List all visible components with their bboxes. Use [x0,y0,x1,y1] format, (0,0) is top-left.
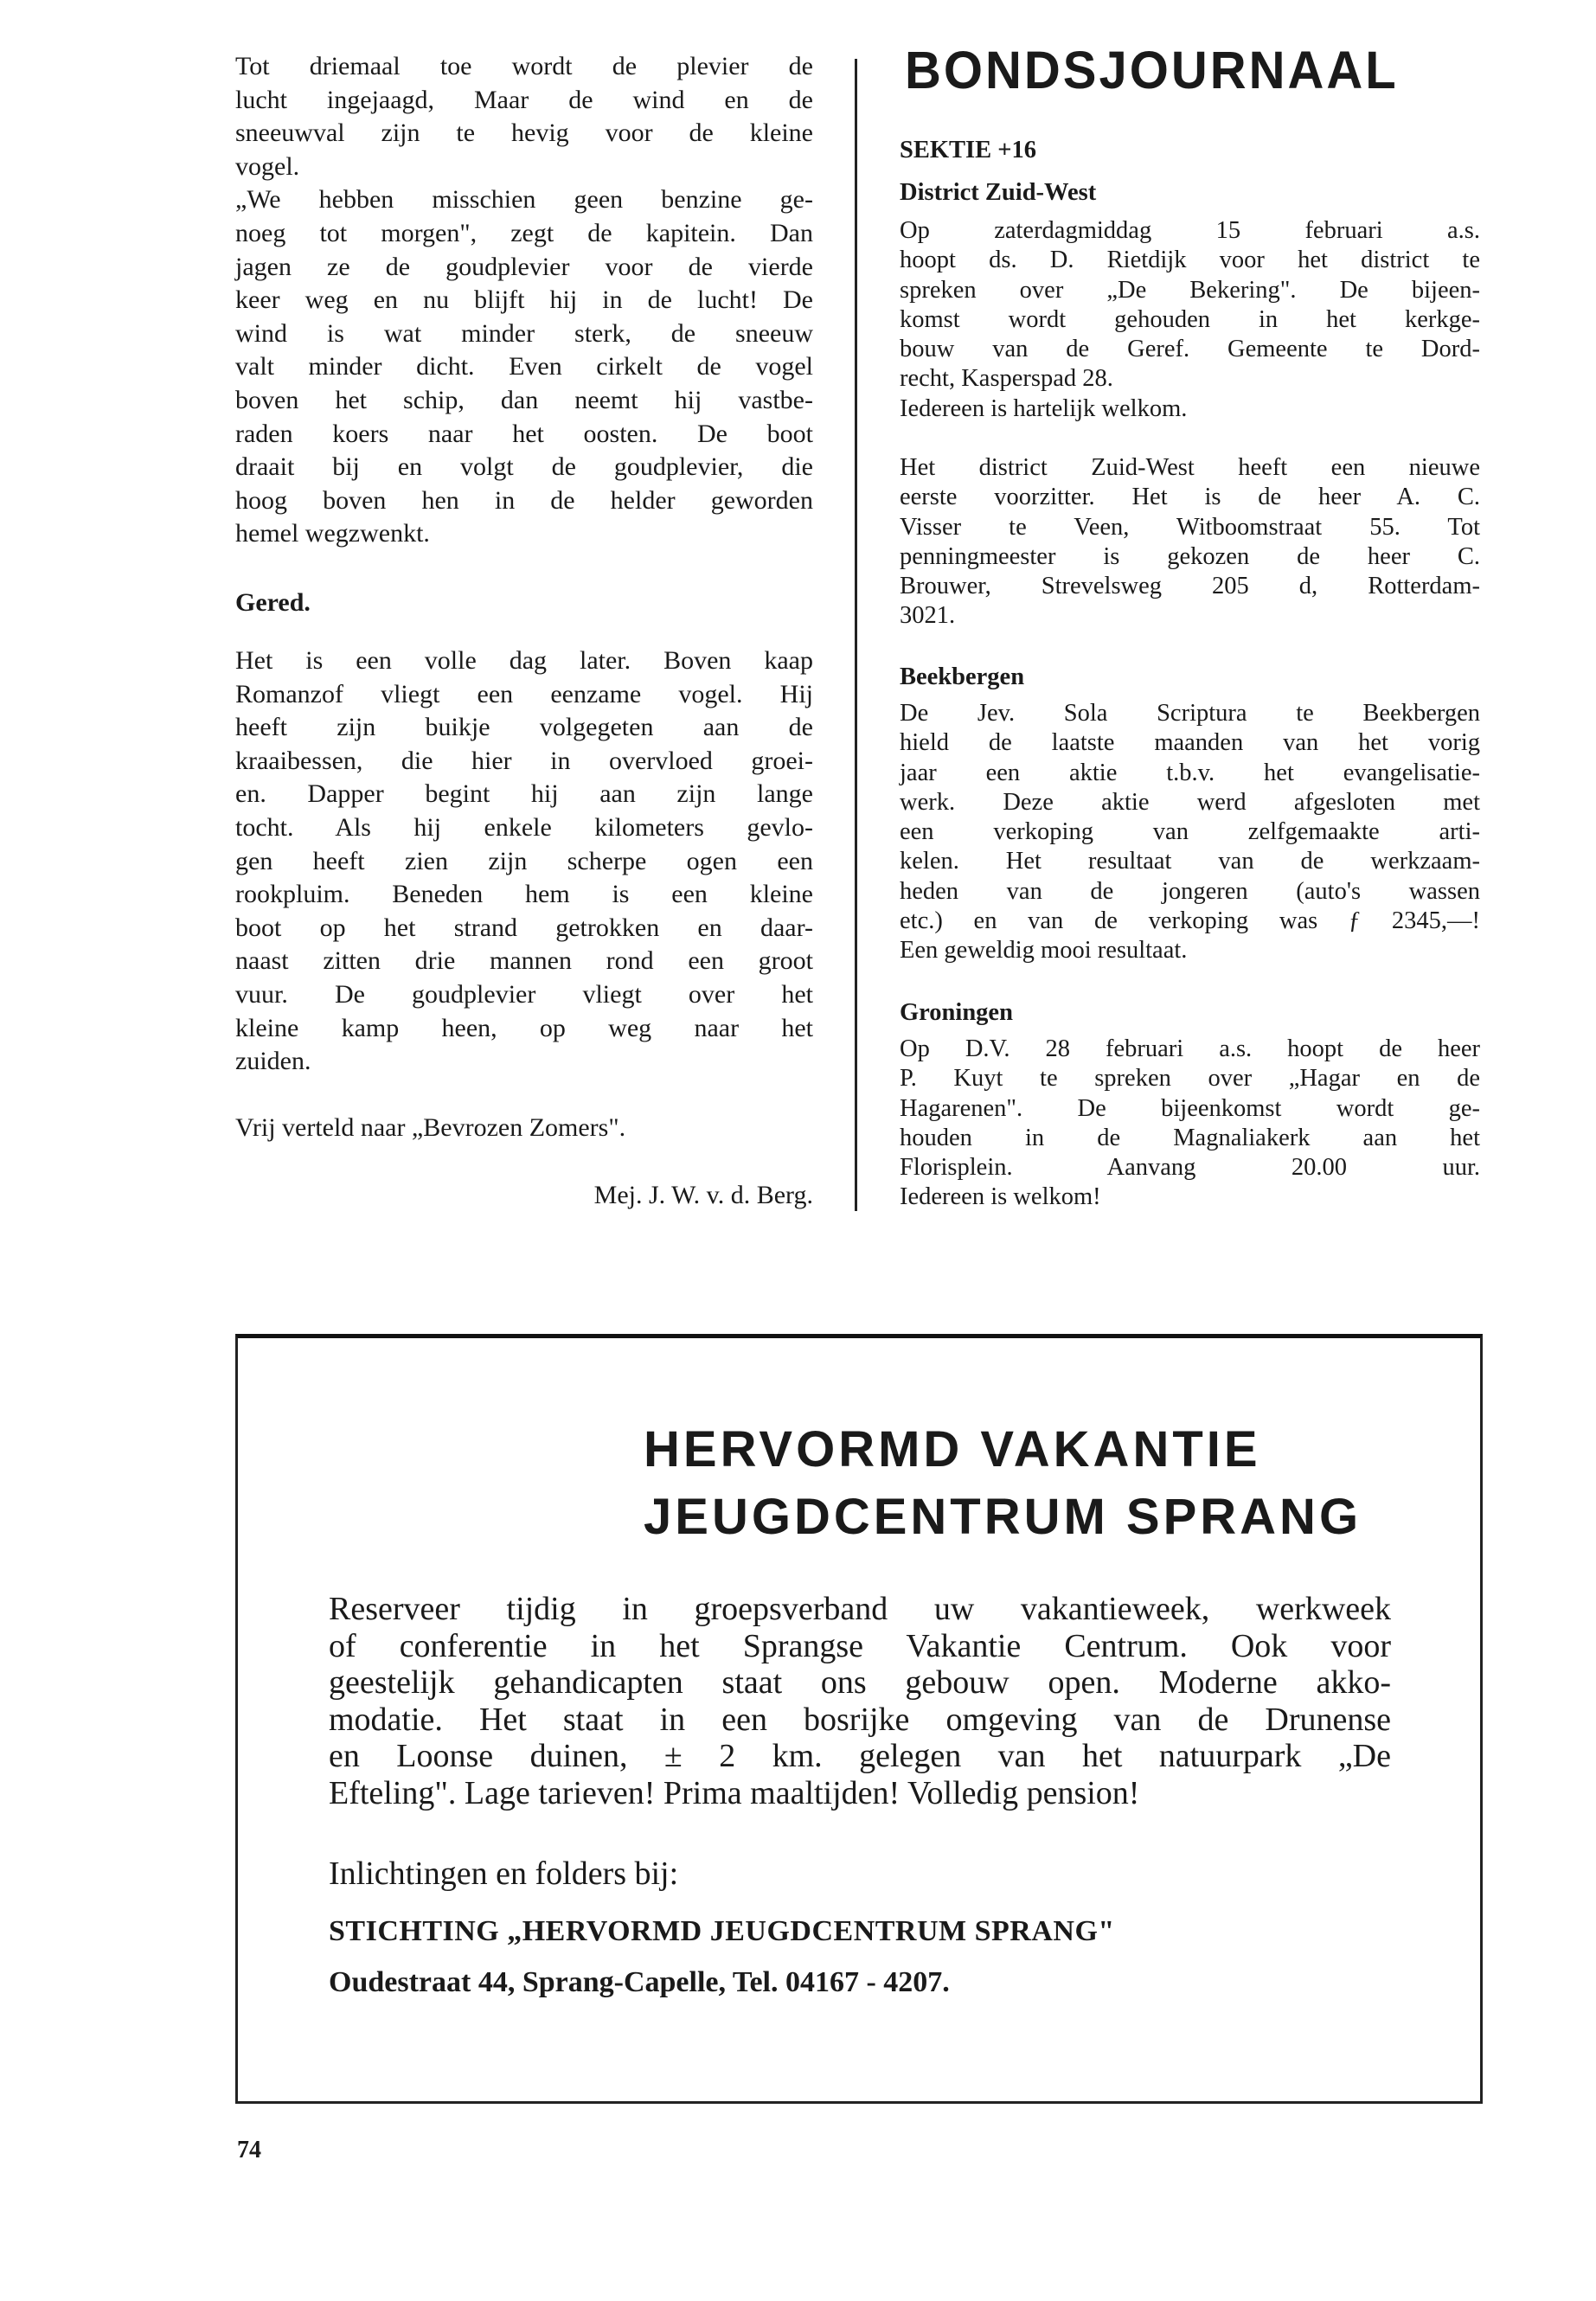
text-line: eerste voorzitter. Het is de heer A. C. [900,484,1480,511]
text-line: draait bij en volgt de goudplevier, die [235,452,813,482]
story-text-part-1 [235,50,813,551]
text-line: keer weg en nu blijft hij in de lucht! De [235,285,813,315]
text-line: heden van de jongeren (auto's wassen [900,877,1480,905]
text-line: bouw van de Geref. Gemeente te Dord- [900,336,1480,363]
column-divider [855,59,857,1211]
text-line: geestelijk gehandicapten staat ons gebouw open. Moderne akko- [329,1664,1391,1702]
text-line: noeg tot morgen", zegt de kapitein. Dan [235,218,813,247]
text-line: sneeuwval zijn te hevig voor de kleine [235,119,813,148]
advert-organisation: STICHTING „HERVORMD JEUGDCENTRUM SPRANG" [329,1915,1115,1947]
text-line: Florisplein. Aanvang 20.00 uur. [900,1154,1480,1182]
text-line: Romanzof vliegt een eenzame vogel. Hij [235,679,813,708]
text-line: hemel wegzwenkt. [235,519,430,548]
text-line: etc.) en van de verkoping was ƒ 2345,—! [900,907,1480,935]
text-line: boot op het strand getrokken en daar- [235,913,813,942]
text-line: houden in de Magnaliakerk aan het [900,1124,1480,1151]
beekbergen-heading: Beekbergen [900,663,1025,690]
district-announcement [900,216,1480,424]
text-line: Op D.V. 28 februari a.s. hoopt de heer [900,1035,1480,1062]
text-line: Visser te Veen, Witboomstraat 55. Tot [900,513,1480,541]
source-note: Vrij verteld naar „Bevrozen Zomers". [235,1113,626,1142]
text-line: een verkoping van zelfgemaakte arti- [900,818,1480,846]
text-line: kleine kamp heen, op weg naar het [235,1013,813,1042]
text-line: heeft zijn buikje volgegeten aan de [235,713,813,742]
text-line: Efteling". Lage tarieven! Prima maaltijden! Volledig pension! [329,1774,1140,1811]
masthead-bondsjournaal: BONDSJOURNAAL [905,41,1399,100]
text-line: Een geweldig mooi resultaat. [900,937,1188,965]
page-number: 74 [237,2137,261,2163]
text-line: lucht ingejaagd, Maar de wind en de [235,85,813,114]
text-line: spreken over „De Bekering". De bijeen- [900,276,1480,304]
advert-title-line-2: JEUGDCENTRUM SPRANG [644,1489,1362,1545]
text-line: Het is een volle dag later. Boven kaap [235,646,813,675]
text-line: jagen ze de goudplevier voor de vierde [235,252,813,281]
text-line: De Jev. Sola Scriptura te Beekbergen [900,700,1480,727]
advert-address: Oudestraat 44, Sprang-Capelle, Tel. 04167 - 4207. [329,1966,950,1998]
text-line: Hagarenen". De bijeenkomst wordt ge- [900,1094,1480,1122]
story-text-part-2 [235,644,813,1079]
text-line: hoog boven hen in de helder geworden [235,485,813,515]
text-line: Tot driemaal toe wordt de plevier de [235,52,813,80]
text-line: naast zitten drie mannen rond een groot [235,946,813,976]
text-line: werk. Deze aktie werd afgesloten met [900,788,1480,816]
advert-info-label: Inlichtingen en folders bij: [329,1856,679,1892]
text-line: Iedereen is hartelijk welkom. [900,394,1188,422]
text-line: kelen. Het resultaat van de werkzaam- [900,848,1480,875]
text-line: Iedereen is welkom! [900,1183,1101,1211]
text-line: Op zaterdagmiddag 15 februari a.s. [900,217,1480,244]
section-heading: SEKTIE +16 [900,137,1037,163]
text-line: vogel. [235,151,300,181]
author-signature: Mej. J. W. v. d. Berg. [593,1181,813,1209]
text-line: hoopt ds. D. Rietdijk voor het district te [900,247,1480,274]
text-line: kraaibessen, die hier in overvloed groei- [235,746,813,775]
text-line: tocht. Als hij enkele kilometers gevlo- [235,812,813,842]
groningen-text [900,1035,1480,1213]
text-line: recht, Kasperspad 28. [900,365,1113,393]
text-line: Reserveer tijdig in groepsverband uw vakantieweek, werkweek [329,1591,1391,1627]
text-line: vuur. De goudplevier vliegt over het [235,979,813,1009]
text-line: boven het schip, dan neemt hij vastbe- [235,385,813,414]
district-heading: District Zuid-West [900,179,1097,206]
advert-body [329,1591,1391,1812]
section-heading-gered: Gered. [235,588,311,617]
text-line: rookpluim. Beneden hem is een kleine [235,880,813,909]
text-line: raden koers naar het oosten. De boot [235,419,813,448]
district-board-news [900,453,1480,631]
text-line: penningmeester is gekozen de heer C. [900,542,1480,570]
text-line: en Loonse duinen, ± 2 km. gelegen van het natuurpark „De [329,1738,1391,1775]
text-line: valt minder dicht. Even cirkelt de vogel [235,352,813,381]
groningen-heading: Groningen [900,999,1013,1026]
text-line: modatie. Het staat in een bosrijke omgeving van de Drunense [329,1701,1391,1738]
advert-title-line-1: HERVORMD VAKANTIE [644,1421,1261,1477]
text-line: P. Kuyt te spreken over „Hagar en de [900,1065,1480,1093]
text-line: 3021. [900,602,956,630]
text-line: of conferentie in het Sprangse Vakantie Centrum. Ook voor [329,1627,1391,1664]
text-line: en. Dapper begint hij aan zijn lange [235,779,813,809]
text-line: „We hebben misschien geen benzine ge- [235,185,813,215]
text-line: Brouwer, Strevelsweg 205 d, Rotterdam- [900,573,1480,600]
text-line: gen heeft zien zijn scherpe ogen een [235,846,813,875]
text-line: komst wordt gehouden in het kerkge- [900,305,1480,333]
text-line: hield de laatste maanden van het vorig [900,729,1480,757]
text-line: wind is wat minder sterk, de sneeuw [235,318,813,348]
beekbergen-text [900,699,1480,966]
text-line: Het district Zuid-West heeft een nieuwe [900,454,1480,481]
text-line: zuiden. [235,1047,311,1076]
text-line: jaar een aktie t.b.v. het evangelisatie- [900,759,1480,786]
